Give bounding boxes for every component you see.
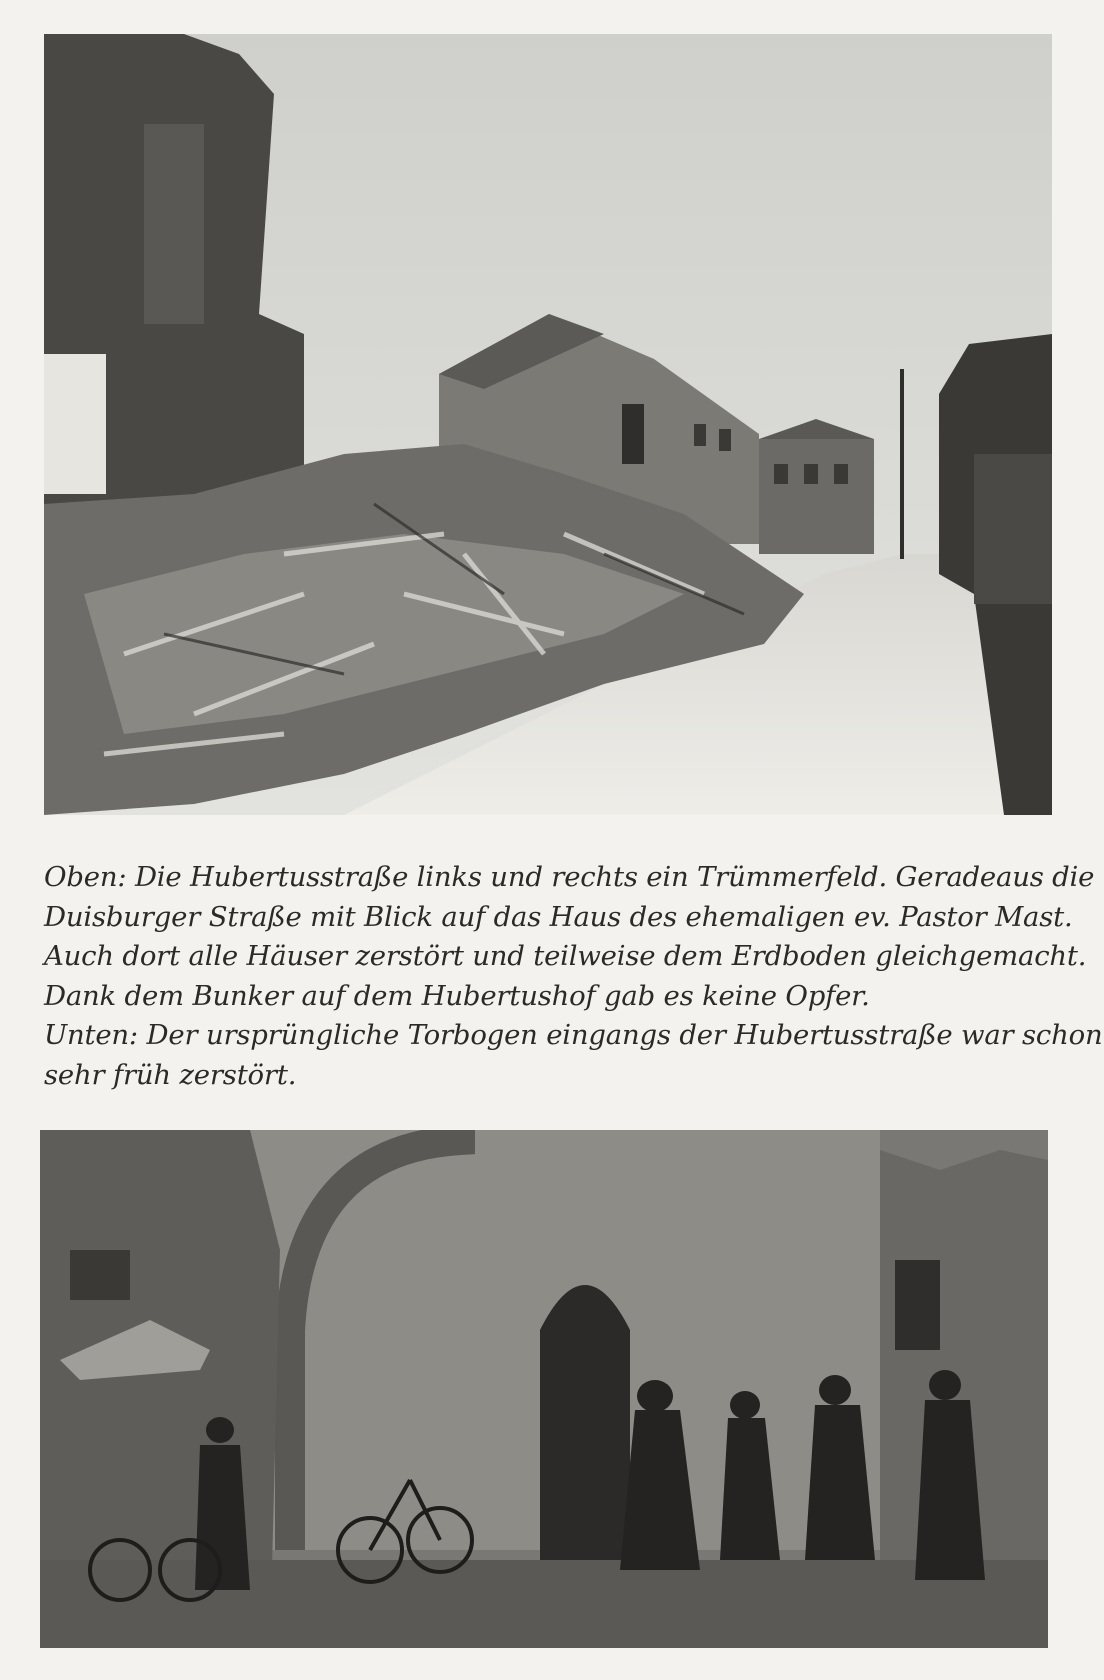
caption-line: Oben: Die Hubertusstraße links und rechts ein Trümmerfeld. Geradeaus die xyxy=(44,861,1095,893)
caption-line: Unten: Der ursprüngliche Torbogen eingangs der Hubertusstraße war schon xyxy=(44,1019,1103,1051)
ground xyxy=(40,1560,1048,1648)
top-photo-illustration xyxy=(44,34,1052,815)
top-photo-street-ruins xyxy=(44,34,1052,815)
bottom-photo-archway-ruins xyxy=(40,1130,1048,1648)
distant-building xyxy=(759,439,874,554)
caption-line: sehr früh zerstört. xyxy=(44,1058,297,1091)
photo-caption xyxy=(44,858,1103,1095)
caption-line: Auch dort alle Häuser zerstört und teilweise dem Erdboden gleichgemacht. xyxy=(44,940,1087,972)
caption-line: Dank dem Bunker auf dem Hubertushof gab es keine Opfer. xyxy=(44,979,870,1012)
caption-line: Duisburger Straße mit Blick auf das Haus des ehemaligen ev. Pastor Mast. xyxy=(44,900,1073,933)
doorway-arch xyxy=(540,1285,630,1570)
bottom-photo-illustration xyxy=(40,1130,1048,1648)
